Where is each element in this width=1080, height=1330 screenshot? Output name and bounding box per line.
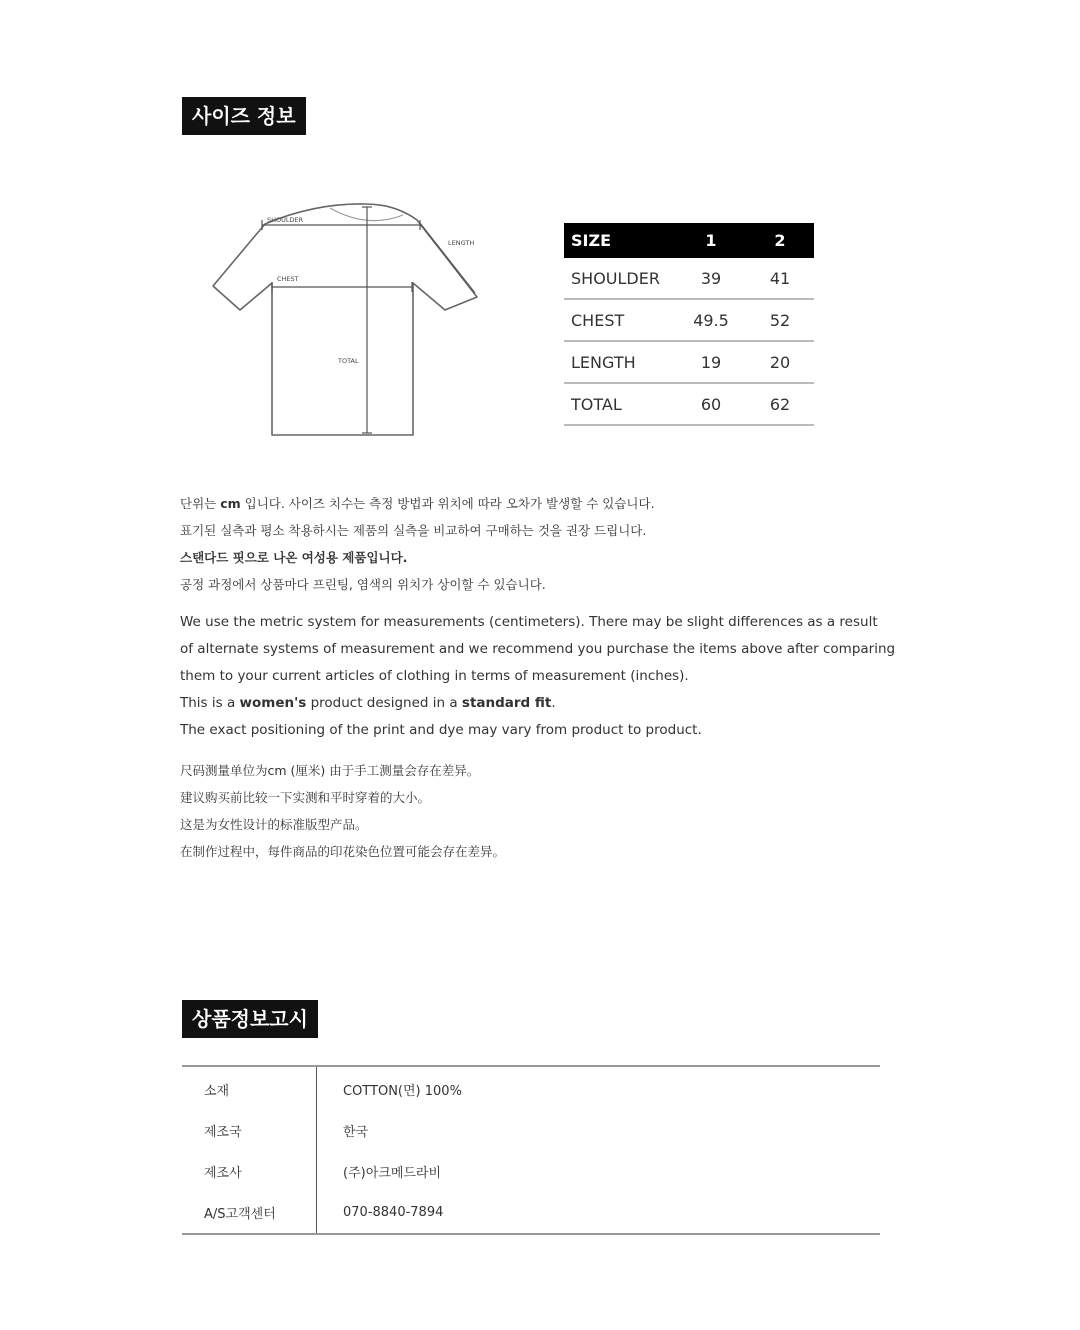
zh-note-4: 在制作过程中，每件商品的印花染色位置可能会存在差异。	[180, 844, 506, 859]
row-value: 49.5	[676, 299, 746, 341]
tshirt-outline	[213, 204, 477, 435]
size-info-heading: 사이즈 정보	[182, 97, 306, 135]
table-row	[564, 383, 814, 425]
notice-label-manufacturer: 제조사	[182, 1151, 317, 1192]
row-value: 20	[746, 341, 814, 383]
diagram-label-shoulder: SHOULDER	[267, 216, 304, 224]
row-label: LENGTH	[564, 341, 676, 383]
notice-value-material: COTTON(면) 100%	[343, 1084, 462, 1099]
en-note-4-e: .	[551, 695, 556, 711]
chinese-notes	[180, 757, 505, 865]
row-value: 19	[676, 341, 746, 383]
ko-note-4: 공정 과정에서 상품마다 프린팅, 염색의 위치가 상이할 수 있습니다.	[180, 577, 546, 592]
notice-label-material: 소재	[182, 1066, 317, 1110]
english-notes	[180, 609, 895, 744]
en-note-2: of alternate systems of measurement and we recommend you purchase the items above after comparing	[180, 641, 896, 657]
size-table-header	[564, 223, 814, 258]
ko-note-3: 스탠다드 핏으로 나온 여성용 제품입니다.	[180, 550, 408, 565]
table-row	[182, 1192, 880, 1234]
diagram-label-length: LENGTH	[448, 239, 475, 247]
ko-note-1-post: 입니다. 사이즈 치수는 측정 방법과 위치에 따라 오차가 발생할 수 있습니다.	[240, 496, 655, 511]
row-label: CHEST	[564, 299, 676, 341]
ko-note-1-unit: cm	[220, 496, 241, 511]
en-note-4-c: product designed in a	[306, 695, 462, 711]
header-size-1: 1	[676, 223, 746, 258]
korean-notes	[180, 490, 655, 598]
row-value: 39	[676, 258, 746, 299]
table-row	[182, 1151, 880, 1192]
row-value: 62	[746, 383, 814, 425]
table-row	[564, 299, 814, 341]
en-note-5: The exact positioning of the print and dye may vary from product to product.	[180, 722, 702, 738]
ko-note-2: 표기된 실측과 평소 착용하시는 제품의 실측을 비교하여 구매하는 것을 권장 드립니다.	[180, 523, 647, 538]
en-note-3: them to your current articles of clothing in terms of measurement (inches).	[180, 668, 689, 684]
en-note-4-a: This is a	[180, 695, 240, 711]
zh-note-2: 建议购买前比较一下实测和平时穿着的大小。	[180, 790, 431, 805]
row-value: 60	[676, 383, 746, 425]
zh-note-1: 尺码测量单位为cm (厘米) 由于手工测量会存在差异。	[180, 763, 480, 778]
size-table	[564, 223, 814, 426]
row-label: TOTAL	[564, 383, 676, 425]
diagram-label-chest: CHEST	[277, 275, 299, 283]
product-notice-heading: 상품정보고시	[182, 1000, 318, 1038]
notice-value-country: 한국	[343, 1125, 369, 1140]
row-label: SHOULDER	[564, 258, 676, 299]
notice-label-country: 제조국	[182, 1110, 317, 1151]
table-row	[182, 1066, 880, 1110]
diagram-label-total: TOTAL	[338, 357, 359, 365]
tshirt-measurement-diagram	[205, 195, 495, 440]
zh-note-3: 这是为女性设计的标准版型产品。	[180, 817, 368, 832]
table-row	[564, 258, 814, 299]
header-size: SIZE	[564, 223, 676, 258]
table-row	[182, 1110, 880, 1151]
notice-value-manufacturer: (주)아크메드라비	[343, 1166, 442, 1181]
row-value: 41	[746, 258, 814, 299]
en-note-4-d: standard fit	[461, 695, 552, 711]
table-row	[564, 341, 814, 383]
notice-label-as-center: A/S고객센터	[182, 1192, 317, 1234]
en-note-4	[180, 690, 895, 717]
row-value: 52	[746, 299, 814, 341]
ko-note-1-pre: 단위는	[180, 496, 221, 511]
en-note-1: We use the metric system for measurements (centimeters). There may be slight differences as a result	[180, 614, 878, 630]
ko-note-1	[180, 490, 655, 517]
header-size-2: 2	[746, 223, 814, 258]
en-note-4-b: women's	[239, 695, 307, 711]
product-notice-table	[182, 1065, 880, 1235]
notice-value-as-phone: 070-8840-7894	[343, 1205, 444, 1220]
